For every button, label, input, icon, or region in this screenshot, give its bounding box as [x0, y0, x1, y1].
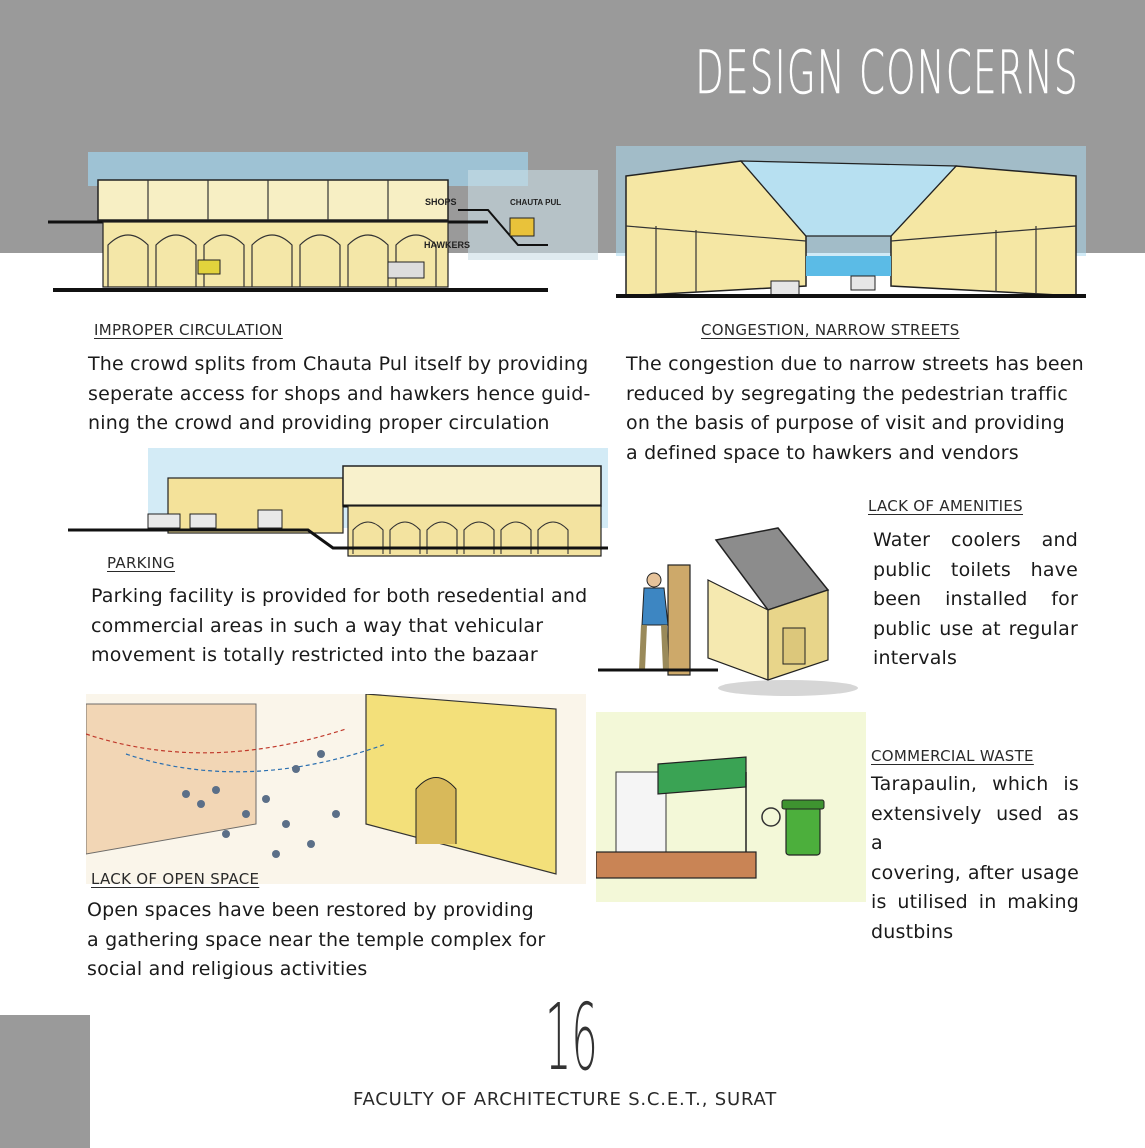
text-line: dustbins	[871, 920, 954, 943]
text-line: The congestion due to narrow streets has been	[626, 353, 1084, 375]
text-line: Parking facility is provided for both resedential and	[91, 585, 588, 607]
congestion-heading: CONGESTION, NARROW STREETS	[701, 321, 960, 339]
text-line: movement is totally restricted into the bazaar	[91, 644, 538, 666]
text-line: Open spaces have been restored by providing	[87, 899, 534, 921]
text-line: Water coolers and	[873, 529, 1078, 551]
text-line: is utilised in making	[871, 891, 1079, 913]
waste-heading: COMMERCIAL WASTE	[871, 747, 1034, 765]
open-space-heading: LACK OF OPEN SPACE	[91, 870, 260, 888]
page-number: 16	[545, 984, 598, 1091]
text-line: a defined space to hawkers and vendors	[626, 441, 1019, 464]
parking-section-sketch	[68, 448, 608, 566]
amenities-text	[873, 526, 1078, 674]
text-line: public use at regular	[873, 617, 1078, 640]
corner-block	[0, 1015, 90, 1148]
text-line: covering, after usage	[871, 861, 1079, 884]
shops-label: SHOPS	[425, 197, 457, 207]
text-line: extensively used as a	[871, 802, 1079, 854]
text-line: public toilets have	[873, 558, 1078, 581]
text-line: ning the crowd and providing proper circulation	[88, 412, 550, 434]
circulation-section-sketch	[48, 150, 603, 298]
footer-institution: FACULTY OF ARCHITECTURE S.C.E.T., SURAT	[353, 1089, 778, 1110]
text-line: Tarapaulin, which is	[871, 773, 1079, 795]
text-line: commercial areas in such a way that vehicular	[91, 614, 544, 637]
parking-text	[91, 582, 611, 671]
parking-heading: PARKING	[107, 554, 175, 572]
waste-text	[871, 770, 1079, 947]
open-space-text	[87, 896, 567, 985]
narrow-street-sketch	[616, 146, 1086, 306]
open-space-sketch	[86, 694, 586, 884]
congestion-text	[626, 350, 1086, 468]
text-line: social and religious activities	[87, 958, 368, 980]
text-line: been installed for	[873, 588, 1078, 610]
circulation-text	[88, 350, 608, 439]
page-title: DESIGN CONCERNS	[695, 38, 1079, 108]
circulation-heading: IMPROPER CIRCULATION	[94, 321, 283, 339]
text-line: a gathering space near the temple complex for	[87, 928, 546, 951]
hawkers-label: HAWKERS	[424, 240, 471, 250]
amenities-sketch	[598, 520, 866, 698]
text-line: seperate access for shops and hawkers hence guid-	[88, 382, 591, 405]
text-line: reduced by segregating the pedestrian traffic	[626, 382, 1068, 405]
text-line: The crowd splits from Chauta Pul itself by providing	[88, 353, 589, 375]
text-line: on the basis of purpose of visit and providing	[626, 412, 1065, 434]
chauta-pul-label: CHAUTA PUL	[510, 198, 562, 207]
text-line: intervals	[873, 647, 958, 669]
commercial-waste-sketch	[596, 712, 866, 902]
amenities-heading: LACK OF AMENITIES	[868, 497, 1023, 515]
